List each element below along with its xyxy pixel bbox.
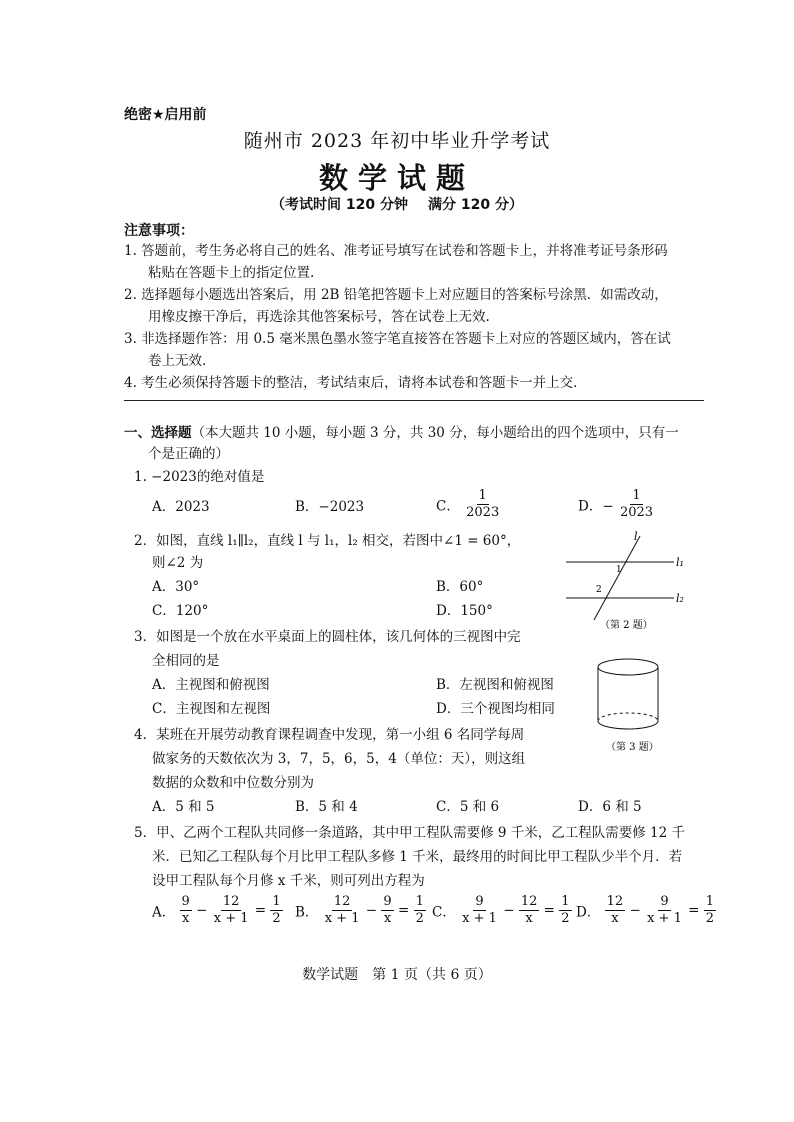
q2-option-c: C．120° [152,603,209,619]
q5-option-a [152,894,283,927]
notice-line: 2. 选择题每小题选出答案后，用 2B 铅笔把答题卡上对应题目的答案标号涂黑．如需改动， [124,287,668,303]
q1-stem: 1. −2023的绝对值是 [134,469,265,485]
q4-option-a: A．5 和 5 [152,799,215,815]
fraction [519,894,540,927]
denominator: x [383,911,392,926]
q1-d-fraction [618,488,655,521]
operator: − [196,902,208,919]
fraction [414,894,426,927]
q1-d-num: 1 [632,488,641,503]
q5-stem-cont: 米．已知乙工程队每个月比甲工程队多修 1 千米，最终用的时间比甲工程队少半个月．若 [152,849,683,865]
q5-stem: 5．甲、乙两个工程队共同修一条道路，其中甲工程队需要修 9 千米，乙工程队需要修 12 千 [134,825,686,841]
section-label: 一、选择题 [124,425,192,441]
q3-cylinder-figure [594,654,674,754]
divider [124,400,704,401]
q3-stem-cont: 全相同的是 [152,653,220,669]
equals: = [254,902,267,919]
angle-1-label: 1 [616,565,622,575]
q2-caption: （第 2 题） [600,620,653,631]
operator: − [365,902,378,919]
cylinder-top [598,659,658,675]
q2-option-d: D．150° [436,603,493,619]
numerator: 12 [333,894,351,909]
notice-line: 1. 答题前，考生务必将自己的姓名、准考证号填写在试卷和答题卡上，并将准考证号条形码 [124,243,668,259]
q4-option-c: C．5 和 6 [436,799,500,815]
q2-stem: 2．如图，直线 l₁∥l₂，直线 l 与 l₁，l₂ 相交，若图中∠1 = 60°， [134,533,521,549]
label-l: l [634,530,638,543]
q3-caption: （第 3 题） [606,742,659,753]
q2-stem-cont: 则∠2 为 [152,555,204,571]
transversal-l [594,536,640,620]
numerator: 12 [520,894,538,909]
fraction [559,894,571,927]
q1-c-fraction [464,488,501,521]
operator: − [503,902,515,919]
notice-heading: 注意事项： [124,223,194,239]
fraction [460,894,499,927]
label-l1: l₁ [676,556,684,569]
numerator: 12 [606,894,624,909]
cylinder-bottom-back [598,713,658,721]
q1-c-den: 2023 [466,505,500,520]
section-desc-cont: 个是正确的） [148,446,229,462]
notice-line: 卷上无效. [148,353,207,369]
numerator: 1 [561,894,570,909]
q1-option-c [436,488,501,521]
cylinder-bottom-front [598,721,658,729]
page-footer: 数学试题 第 1 页（共 6 页） [302,967,492,983]
exam-time: （考试时间 120 分钟 [271,197,408,213]
fraction [605,894,626,927]
fraction [381,894,393,927]
numerator: 12 [222,894,240,909]
denominator: x [611,911,619,926]
exam-score: 满分 120 分） [428,197,523,213]
section-heading [124,422,679,444]
q1-d-den: 2023 [619,505,654,520]
denominator: 2 [415,911,424,926]
denominator: x + 1 [324,911,360,926]
fraction [704,894,716,927]
numerator: 9 [383,894,392,909]
fraction [180,894,192,927]
q1-option-d [578,488,655,521]
denominator: x [525,911,533,926]
q4-option-b: B．5 和 4 [295,799,358,815]
q5-a-label: A． [152,904,176,921]
q4-stem: 4．某班在开展劳动教育课程调查中发现，第一小组 6 名同学每周 [134,727,525,743]
q1-option-a: A．2023 [152,499,210,515]
numerator: 9 [475,894,484,909]
exam-title: 随州市 2023 年初中毕业升学考试 [243,130,551,152]
q1-d-label: D．− [578,498,614,515]
q3-stem: 3．如图是一个放在水平桌面上的圆柱体，该几何体的三视图中完 [134,629,521,645]
denominator: 2 [561,911,570,926]
denominator: x [182,911,190,926]
equals: = [397,902,410,919]
q5-option-d [576,894,716,927]
q4-option-d: D．6 和 5 [578,799,642,815]
q3-option-a: A．主视图和俯视图 [152,677,270,693]
q5-stem-cont: 设甲工程队每个月修 x 千米，则可列出方程为 [152,873,425,889]
equals: = [688,902,700,919]
subject-title: 数学试题 [318,161,475,195]
numerator: 1 [272,894,281,909]
fraction [645,894,684,927]
denominator: x + 1 [462,911,497,926]
equals: = [543,902,555,919]
q5-option-c [432,894,572,927]
q2-option-b: B．60° [436,579,484,595]
fraction [323,894,362,927]
denominator: 2 [705,911,715,926]
q5-c-label: C． [432,904,456,921]
q2-figure [560,528,690,632]
numerator: 1 [705,894,715,909]
notice-line: 粘贴在答题卡上的指定位置. [148,265,315,281]
q4-stem-cont: 数据的众数和中位数分别为 [152,775,314,791]
section-desc: （本大题共 10 小题，每小题 3 分，共 30 分，每小题给出的四个选项中，只有一 [191,425,679,441]
q1-c-label: C． [436,498,460,515]
operator: − [629,902,641,919]
q5-option-b [295,894,426,927]
q5-b-label: B． [295,904,319,921]
angle-2-label: 2 [596,585,602,595]
q3-option-b: B．左视图和俯视图 [436,677,554,693]
notice-line: 3. 非选择题作答：用 0.5 毫米黑色墨水签字笔直接答在答题卡上对应的答题区域内，答在试 [124,331,671,347]
denominator: x + 1 [647,911,682,926]
q1-c-num: 1 [478,488,487,503]
numerator: 1 [415,894,424,909]
notice-line: 4. 考生必须保持答题卡的整洁，考试结束后，请将本试卷和答题卡一并上交. [124,375,578,391]
numerator: 9 [660,894,669,909]
q3-option-d: D．三个视图均相同 [436,701,555,717]
fraction [270,894,282,927]
q4-stem-cont: 做家务的天数依次为 3，7，5，6，5，4（单位：天），则这组 [152,751,526,767]
fraction [212,894,251,927]
label-l2: l₂ [676,592,684,605]
exam-info [0,194,794,214]
q5-d-label: D． [576,904,601,921]
denominator: 2 [272,911,281,926]
confidential-label: 绝密★启用前 [124,107,207,123]
denominator: x + 1 [213,911,249,926]
q1-option-b: B．−2023 [295,499,365,515]
numerator: 9 [181,894,190,909]
notice-line: 用橡皮擦干净后，再选涂其他答案标号，答在试卷上无效. [148,309,490,325]
q2-option-a: A．30° [152,579,200,595]
q3-option-c: C．主视图和左视图 [152,701,271,717]
